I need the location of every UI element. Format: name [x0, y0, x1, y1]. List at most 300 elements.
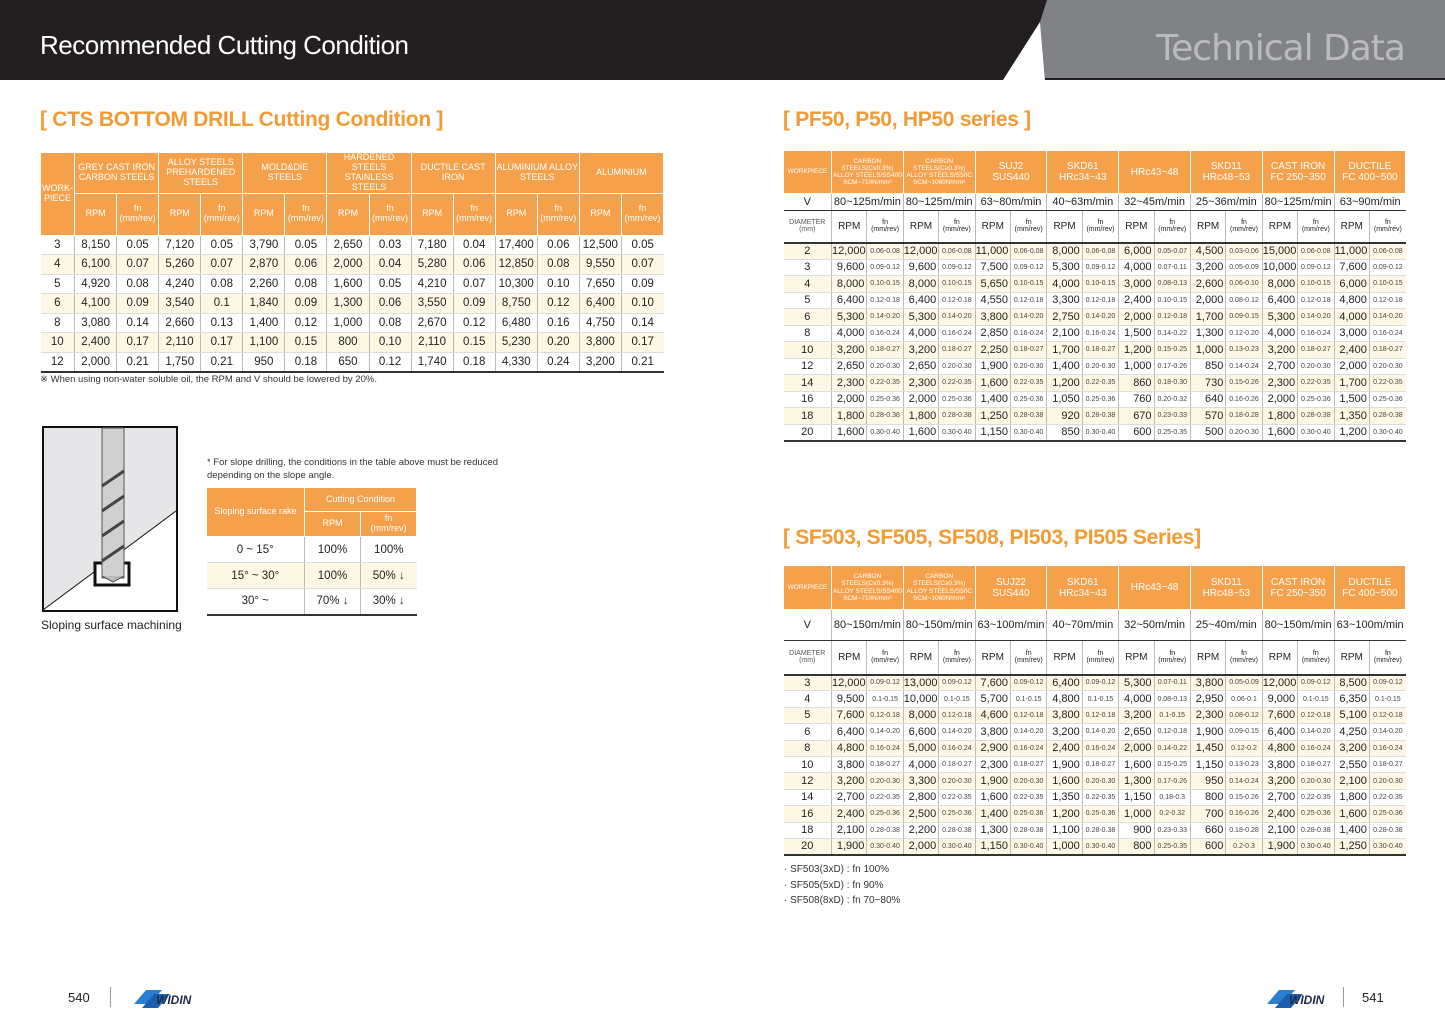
- fn-cell: 0.10: [621, 294, 663, 314]
- fn-cell: 0.09-0.12: [939, 675, 975, 691]
- rpm-cell: 2,100: [832, 822, 867, 838]
- rpm-cell: 8,000: [903, 276, 938, 293]
- fn-cell: 0.12-0.18: [1154, 309, 1190, 326]
- rpm-cell: 4,000: [903, 325, 938, 342]
- fn-cell: 0.30-0.40: [1369, 838, 1405, 854]
- rpm-cell: 5,300: [903, 309, 938, 326]
- material-header: SUJ2 SUS440: [975, 151, 1047, 194]
- fn-cell: 0.20-0.30: [1226, 424, 1262, 441]
- fn-cell: 0.1-0.15: [867, 691, 903, 707]
- fn-cell: 30% ↓: [361, 589, 417, 615]
- rpm-cell: 4,500: [1190, 243, 1225, 260]
- fn-cell: 0.22-0.35: [1369, 375, 1405, 392]
- fn-cell: 0.18-0.27: [867, 756, 903, 772]
- table-row: [784, 292, 1406, 309]
- sf-note: · SF508(8xD) : fn 70~80%: [784, 895, 901, 906]
- diameter-cell: 14: [784, 375, 832, 392]
- fn-cell: 0.06-0.08: [1298, 243, 1334, 260]
- fn-cell: 0.09-0.12: [1010, 259, 1046, 276]
- cutting-speed-cell: 63~100m/min: [975, 610, 1047, 641]
- rpm-cell: 4,000: [832, 325, 867, 342]
- rpm-cell: 1,300: [1119, 773, 1154, 789]
- rpm-cell: 1,000: [1047, 838, 1082, 854]
- fn-cell: 0.12-0.20: [1226, 325, 1262, 342]
- fn-cell: 0.1-0.15: [1154, 707, 1190, 723]
- footer-divider: [110, 987, 111, 1007]
- rpm-cell: 1,150: [975, 424, 1010, 441]
- diameter-cell: 16: [784, 806, 832, 822]
- fn-header: fn (mm/rev): [117, 193, 159, 235]
- rpm-cell: 1,740: [411, 352, 453, 372]
- fn-cell: 0.17: [117, 333, 159, 353]
- diameter-cell: 6: [784, 309, 832, 326]
- fn-cell: 0.30-0.40: [1082, 424, 1118, 441]
- rpm-cell: 3,200: [1047, 724, 1082, 740]
- diameter-cell: 8: [784, 740, 832, 756]
- rpm-cell: 6,400: [903, 292, 938, 309]
- rpm-cell: 760: [1119, 391, 1154, 408]
- rpm-cell: 2,300: [1262, 375, 1297, 392]
- header-row: [207, 488, 417, 512]
- fn-cell: 0.18: [453, 352, 495, 372]
- rpm-cell: 3,080: [75, 313, 117, 333]
- rpm-cell: 6,000: [1334, 276, 1369, 293]
- cts-table: [40, 152, 664, 373]
- table-row: [41, 255, 664, 275]
- header-row: [41, 153, 664, 194]
- diameter-cell: 18: [784, 822, 832, 838]
- svg-text:WIDIN: WIDIN: [156, 993, 192, 1007]
- rpm-cell: 5,280: [411, 255, 453, 275]
- rpm-cell: 1,350: [1047, 789, 1082, 805]
- rpm-cell: 2,800: [903, 789, 938, 805]
- fn-cell: 0.09: [117, 294, 159, 314]
- rpm-cell: 12,000: [832, 675, 867, 691]
- rpm-cell: 800: [1119, 838, 1154, 854]
- fn-cell: 0.05-0.07: [1154, 243, 1190, 260]
- fn-cell: 0.05: [621, 235, 663, 255]
- pf-table: [783, 150, 1406, 442]
- rpm-cell: 9,500: [832, 691, 867, 707]
- fn-cell: 0.09-0.12: [1010, 675, 1046, 691]
- rpm-cell: 2,400: [1334, 342, 1369, 359]
- fn-cell: 0.13-0.23: [1226, 756, 1262, 772]
- fn-cell: 100%: [361, 537, 417, 563]
- rpm-cell: 1,700: [1334, 375, 1369, 392]
- rpm-cell: 2,650: [1119, 724, 1154, 740]
- rpm-cell: 8,000: [832, 276, 867, 293]
- fn-cell: 0.14-0.22: [1154, 740, 1190, 756]
- rpm-cell: 2,300: [903, 375, 938, 392]
- fn-header: fn (mm/rev): [1010, 641, 1046, 675]
- rpm-cell: 850: [1047, 424, 1082, 441]
- fn-cell: 0.14-0.22: [1154, 325, 1190, 342]
- rpm-cell: 2,750: [1047, 309, 1082, 326]
- rpm-header: RPM: [1047, 211, 1082, 243]
- rpm-cell: 3,200: [1190, 259, 1225, 276]
- fn-header: fn (mm/rev): [1154, 641, 1190, 675]
- header-row: [784, 151, 1406, 194]
- rpm-cell: 1,000: [1119, 806, 1154, 822]
- table-row: [207, 589, 417, 615]
- rpm-cell: 12,850: [495, 255, 537, 275]
- rpm-cell: 2,250: [975, 342, 1010, 359]
- material-header: DUCTILE FC 400~500: [1334, 566, 1406, 610]
- rpm-cell: 4,000: [1119, 691, 1154, 707]
- diameter-cell: 10: [41, 333, 75, 353]
- cutting-speed-cell: 80~150m/min: [903, 610, 975, 641]
- rpm-cell: 3,550: [411, 294, 453, 314]
- fn-cell: 0.18-0.28: [1226, 822, 1262, 838]
- fn-cell: 0.18-0.27: [1298, 756, 1334, 772]
- fn-cell: 0.22-0.35: [1082, 375, 1118, 392]
- rpm-cell: 5,100: [1334, 707, 1369, 723]
- svg-text:WIDIN: WIDIN: [1289, 993, 1325, 1007]
- rpm-cell: 4,800: [832, 740, 867, 756]
- fn-cell: 0.05: [285, 235, 327, 255]
- rpm-cell: 500: [1190, 424, 1225, 441]
- rpm-cell: 1,600: [903, 424, 938, 441]
- fn-cell: 0.28-0.38: [1010, 822, 1046, 838]
- fn-cell: 0.1-0.15: [1082, 691, 1118, 707]
- rpm-cell: 4,250: [1334, 724, 1369, 740]
- rpm-cell: 2,300: [975, 756, 1010, 772]
- rpm-cell: 2,000: [75, 352, 117, 372]
- section-title: Technical Data: [1156, 28, 1405, 69]
- fn-header: fn (mm/rev): [1082, 211, 1118, 243]
- fn-cell: 0.18-0.27: [1082, 342, 1118, 359]
- fn-cell: 0.09: [453, 294, 495, 314]
- fn-cell: 0.08-0.12: [1226, 707, 1262, 723]
- diameter-cell: 16: [784, 391, 832, 408]
- fn-header: fn (mm/rev): [453, 193, 495, 235]
- table-row: [784, 756, 1406, 772]
- rpm-cell: 1,600: [1262, 424, 1297, 441]
- rpm-cell: 6,400: [832, 724, 867, 740]
- rpm-header: RPM: [1047, 641, 1082, 675]
- fn-cell: 0.23-0.33: [1154, 408, 1190, 425]
- fn-cell: 0.10-0.15: [1298, 276, 1334, 293]
- rpm-cell: 2,700: [1262, 789, 1297, 805]
- fn-cell: 0.14-0.20: [1082, 724, 1118, 740]
- fn-cell: 0.09-0.12: [1082, 259, 1118, 276]
- fn-header: fn (mm/rev): [939, 641, 975, 675]
- fn-cell: 0.14-0.20: [1369, 309, 1405, 326]
- rpm-header: RPM: [832, 211, 867, 243]
- fn-cell: 0.1: [201, 294, 243, 314]
- sloping-surface-drill-illustration: [42, 426, 178, 612]
- fn-cell: 0.12-0.18: [867, 707, 903, 723]
- rpm-cell: 4,000: [903, 756, 938, 772]
- rpm-cell: 1,200: [1334, 424, 1369, 441]
- fn-header: fn (mm/rev): [1369, 211, 1405, 243]
- rpm-cell: 6,400: [579, 294, 621, 314]
- fn-cell: 0.20-0.30: [1369, 358, 1405, 375]
- fn-cell: 0.10: [537, 274, 579, 294]
- fn-cell: 0.16-0.24: [939, 740, 975, 756]
- fn-cell: 0.30-0.40: [867, 424, 903, 441]
- fn-cell: 0.20-0.30: [1082, 773, 1118, 789]
- rpm-cell: 4,000: [1119, 259, 1154, 276]
- rpm-cell: 6,400: [1262, 724, 1297, 740]
- rpm-cell: 8,000: [1047, 243, 1082, 260]
- table-row: [784, 358, 1406, 375]
- diameter-cell: 6: [41, 294, 75, 314]
- fn-cell: 0.25-0.36: [1010, 391, 1046, 408]
- diameter-cell: 14: [784, 789, 832, 805]
- v-row: [784, 194, 1406, 211]
- rpm-cell: 3,800: [1047, 707, 1082, 723]
- diameter-cell: 8: [41, 313, 75, 333]
- fn-cell: 0.16-0.24: [1369, 740, 1405, 756]
- fn-cell: 0.14: [117, 313, 159, 333]
- fn-cell: 0.30-0.40: [1298, 424, 1334, 441]
- fn-cell: 0.06: [453, 255, 495, 275]
- rpm-cell: 12,000: [832, 243, 867, 260]
- rpm-cell: 1,100: [1047, 822, 1082, 838]
- fn-cell: 0.18-0.27: [1010, 342, 1046, 359]
- fn-cell: 0.15-0.25: [1154, 756, 1190, 772]
- table-row: [784, 838, 1406, 854]
- rpm-header: RPM: [579, 193, 621, 235]
- rpm-cell: 1,600: [832, 424, 867, 441]
- fn-cell: 0.14-0.20: [1298, 724, 1334, 740]
- rpm-cell: 4,550: [975, 292, 1010, 309]
- cutting-speed-cell: 63~90m/min: [1334, 194, 1406, 211]
- workpiece-header: WORKPIECE: [784, 151, 832, 194]
- diameter-cell: 10: [784, 342, 832, 359]
- fn-cell: 0.08-0.13: [1154, 276, 1190, 293]
- fn-cell: 0.14-0.24: [1226, 773, 1262, 789]
- fn-cell: 0.20-0.32: [1154, 391, 1190, 408]
- fn-header: fn (mm/rev): [285, 193, 327, 235]
- rake-cell: 15° ~ 30°: [207, 563, 305, 589]
- fn-cell: 0.15-0.26: [1226, 789, 1262, 805]
- fn-cell: 0.12-0.18: [939, 292, 975, 309]
- fn-cell: 0.09: [285, 294, 327, 314]
- rpm-cell: 1,000: [1119, 358, 1154, 375]
- rpm-cell: 7,120: [159, 235, 201, 255]
- rpm-cell: 8,500: [1334, 675, 1369, 691]
- rpm-cell: 1,900: [975, 773, 1010, 789]
- rpm-cell: 2,000: [832, 391, 867, 408]
- rpm-cell: 17,400: [495, 235, 537, 255]
- fn-cell: 0.09-0.15: [1226, 309, 1262, 326]
- fn-cell: 0.20-0.30: [939, 773, 975, 789]
- fn-cell: 0.18-0.27: [867, 342, 903, 359]
- rpm-cell: 2,000: [1334, 358, 1369, 375]
- fn-cell: 0.10-0.15: [1154, 292, 1190, 309]
- diameter-cell: 8: [784, 325, 832, 342]
- rpm-cell: 1,250: [1334, 838, 1369, 854]
- rpm-cell: 7,600: [832, 707, 867, 723]
- rake-cell: 30° ~: [207, 589, 305, 615]
- fn-cell: 0.12: [453, 313, 495, 333]
- pf-title: [ PF50, P50, HP50 series ]: [783, 108, 1031, 131]
- fn-cell: 0.08: [369, 313, 411, 333]
- material-header: CARBON STEELS(C≥0.3%) ALLOY STEELS/S50C SCM~1060N/mm²: [903, 151, 975, 194]
- material-header: MOLD&DIE STEELS: [243, 153, 327, 194]
- fn-cell: 0.08-0.12: [1226, 292, 1262, 309]
- fn-cell: 0.07: [621, 255, 663, 275]
- rpm-header: RPM: [1119, 211, 1154, 243]
- rpm-cell: 2,550: [1334, 756, 1369, 772]
- rpm-cell: 800: [327, 333, 369, 353]
- fn-header: fn (mm/rev): [201, 193, 243, 235]
- fn-cell: 0.15-0.26: [1226, 375, 1262, 392]
- fn-cell: 0.14-0.20: [867, 309, 903, 326]
- fn-header: fn (mm/rev): [1298, 641, 1334, 675]
- v-label: V: [784, 610, 832, 641]
- rpm-cell: 8,150: [75, 235, 117, 255]
- fn-cell: 0.05: [369, 274, 411, 294]
- fn-cell: 0.28-0.38: [1010, 408, 1046, 425]
- cutting-speed-cell: 40~63m/min: [1047, 194, 1119, 211]
- rpm-cell: 2,000: [903, 838, 938, 854]
- rpm-header: RPM: [327, 193, 369, 235]
- rpm-cell: 3,200: [1262, 773, 1297, 789]
- fn-cell: 0.18-0.27: [1010, 756, 1046, 772]
- rpm-cell: 1,600: [975, 375, 1010, 392]
- fn-cell: 0.09-0.12: [1298, 259, 1334, 276]
- rpm-header: RPM: [495, 193, 537, 235]
- rpm-cell: 6,400: [832, 292, 867, 309]
- rpm-cell: 9,600: [832, 259, 867, 276]
- fn-cell: 0.14-0.20: [1082, 309, 1118, 326]
- fn-cell: 0.12: [537, 294, 579, 314]
- fn-cell: 0.06-0.08: [1369, 243, 1405, 260]
- fn-cell: 0.04: [369, 255, 411, 275]
- fn-cell: 0.21: [201, 352, 243, 372]
- fn-cell: 0.14-0.20: [1010, 309, 1046, 326]
- diameter-header: DIAMETER (mm): [784, 641, 832, 675]
- rpm-header: RPM: [305, 512, 361, 537]
- rpm-header: RPM: [411, 193, 453, 235]
- fn-cell: 0.14-0.20: [1298, 309, 1334, 326]
- fn-cell: 0.30-0.40: [1010, 424, 1046, 441]
- fn-cell: 0.25-0.36: [867, 391, 903, 408]
- header-row: [784, 566, 1406, 610]
- fn-cell: 0.28-0.38: [1369, 408, 1405, 425]
- fn-cell: 0.28-0.38: [1082, 408, 1118, 425]
- fn-cell: 0.07: [201, 255, 243, 275]
- fn-cell: 0.10-0.15: [1010, 276, 1046, 293]
- rpm-cell: 1,400: [975, 806, 1010, 822]
- table-row: [784, 806, 1406, 822]
- cutting-speed-cell: 80~125m/min: [1262, 194, 1334, 211]
- fn-cell: 0.06-0.08: [1082, 243, 1118, 260]
- fn-cell: 0.10-0.15: [1369, 276, 1405, 293]
- fn-cell: 0.10-0.15: [867, 276, 903, 293]
- fn-cell: 0.30-0.40: [1369, 424, 1405, 441]
- rpm-cell: 2,700: [1262, 358, 1297, 375]
- fn-cell: 0.06: [369, 294, 411, 314]
- fn-cell: 0.04: [453, 235, 495, 255]
- page-number-left: 540: [68, 990, 90, 1005]
- fn-cell: 0.25-0.36: [867, 806, 903, 822]
- rpm-cell: 4,330: [495, 352, 537, 372]
- fn-cell: 0.13: [201, 313, 243, 333]
- material-header: DUCTILE FC 400~500: [1334, 151, 1406, 194]
- cutting-speed-cell: 80~150m/min: [1262, 610, 1334, 641]
- fn-cell: 0.30-0.40: [1298, 838, 1334, 854]
- fn-cell: 0.25-0.36: [939, 806, 975, 822]
- rpm-cell: 1,150: [975, 838, 1010, 854]
- widin-logo: [130, 984, 194, 1012]
- rpm-cell: 920: [1047, 408, 1082, 425]
- table-row: [784, 325, 1406, 342]
- fn-cell: 0.28-0.38: [1082, 822, 1118, 838]
- rpm-cell: 3,200: [1262, 342, 1297, 359]
- fn-cell: 0.12: [285, 313, 327, 333]
- rpm-cell: 5,300: [1262, 309, 1297, 326]
- fn-cell: 0.16-0.24: [1298, 325, 1334, 342]
- rpm-cell: 1,400: [975, 391, 1010, 408]
- rpm-cell: 1,350: [1334, 408, 1369, 425]
- rpm-cell: 2,950: [1190, 691, 1225, 707]
- table-row: [784, 342, 1406, 359]
- rpm-cell: 3,200: [832, 773, 867, 789]
- fn-header: fn (mm/rev): [1226, 641, 1262, 675]
- rpm-cell: 1,750: [159, 352, 201, 372]
- fn-cell: 0.18-0.27: [939, 342, 975, 359]
- table-row: [784, 773, 1406, 789]
- fn-cell: 0.25-0.36: [1082, 391, 1118, 408]
- rpm-cell: 4,750: [579, 313, 621, 333]
- illustration-caption: Sloping surface machining: [41, 618, 182, 632]
- fn-cell: 0.16-0.24: [939, 325, 975, 342]
- material-header: DUCTILE CAST IRON: [411, 153, 495, 194]
- rpm-cell: 6,480: [495, 313, 537, 333]
- fn-cell: 0.18-0.3: [1154, 789, 1190, 805]
- fn-cell: 0.12-0.2: [1226, 740, 1262, 756]
- rpm-cell: 1,600: [1047, 773, 1082, 789]
- fn-cell: 0.22-0.35: [1298, 375, 1334, 392]
- diameter-cell: 12: [784, 358, 832, 375]
- fn-cell: 0.20-0.30: [939, 358, 975, 375]
- rpm-cell: 5,300: [1047, 259, 1082, 276]
- rpm-cell: 5,230: [495, 333, 537, 353]
- table-row: [41, 352, 664, 372]
- fn-cell: 0.09-0.12: [867, 675, 903, 691]
- fn-cell: 0.10-0.15: [939, 276, 975, 293]
- sf-title: [ SF503, SF505, SF508, PI503, PI505 Series]: [783, 526, 1201, 549]
- rpm-cell: 4,800: [1334, 292, 1369, 309]
- rpm-cell: 3,800: [1190, 675, 1225, 691]
- fn-header: fn (mm/rev): [1010, 211, 1046, 243]
- fn-cell: 0.03: [369, 235, 411, 255]
- fn-cell: 0.12-0.18: [939, 707, 975, 723]
- rpm-cell: 1,800: [1262, 408, 1297, 425]
- fn-cell: 0.22-0.35: [867, 789, 903, 805]
- rpm-cell: 3,200: [903, 342, 938, 359]
- fn-cell: 0.30-0.40: [939, 838, 975, 854]
- diameter-cell: 10: [784, 756, 832, 772]
- fn-cell: 0.15: [453, 333, 495, 353]
- diameter-header: DIAMETER (mm): [784, 211, 832, 243]
- rpm-cell: 1,100: [243, 333, 285, 353]
- fn-cell: 0.12-0.18: [1010, 292, 1046, 309]
- rpm-cell: 12,000: [1262, 675, 1297, 691]
- fn-cell: 0.28-0.38: [867, 822, 903, 838]
- fn-cell: 0.16-0.24: [1298, 740, 1334, 756]
- fn-cell: 0.25-0.36: [1082, 806, 1118, 822]
- diameter-cell: 6: [784, 724, 832, 740]
- rpm-header: RPM: [903, 641, 938, 675]
- fn-cell: 0.24: [537, 352, 579, 372]
- fn-cell: 0.12-0.18: [1369, 707, 1405, 723]
- fn-cell: 0.16-0.24: [1010, 325, 1046, 342]
